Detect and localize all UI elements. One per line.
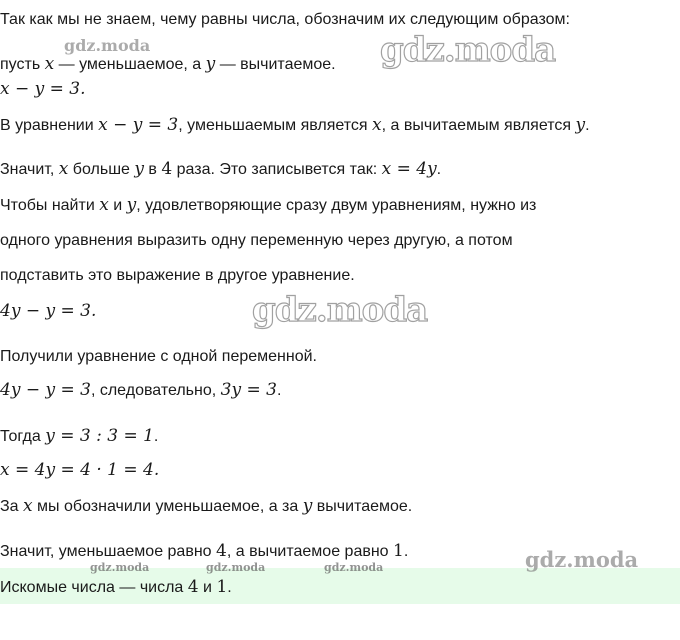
text-line-1: Так как мы не знаем, чему равны числа, обозначим их следующим образом: xyxy=(0,11,570,28)
text-line-5: Значит, x больше y в 4 раза. Это записывется так: x = 4y. xyxy=(0,159,442,179)
equation-1: x − y = 3. xyxy=(0,79,86,99)
watermark: gdz.moda xyxy=(525,547,639,572)
watermark: gdz.moda xyxy=(380,30,556,70)
watermark: gdz.moda xyxy=(252,290,428,330)
watermark: gdz.moda xyxy=(64,36,151,55)
text-line-12: Тогда y = 3 : 3 = 1. xyxy=(0,426,159,446)
watermark: gdz.moda xyxy=(206,561,266,574)
watermark: gdz.moda xyxy=(90,561,150,574)
text-line-6: Чтобы найти x и y, удовлетворяющие сразу двум уравнениям, нужно из xyxy=(0,195,537,215)
text-line-15: Значит, уменьшаемое равно 4, а вычитаемое равно 1. xyxy=(0,541,409,561)
text-line-14: За x мы обозначили уменьшаемое, а за y вычитаемое. xyxy=(0,496,413,516)
text-line-11: 4y − y = 3, следовательно, 3y = 3. xyxy=(0,380,282,400)
text-line-8: подставить это выражение в другое уравнение. xyxy=(0,267,355,284)
text-line-2: пусть x — уменьшаемое, а y — вычитаемое. xyxy=(0,54,336,74)
answer-line: Искомые числа — числа 4 и 1. xyxy=(0,577,232,597)
text-line-10: Получили уравнение с одной переменной. xyxy=(0,348,317,365)
text-line-4: В уравнении x − y = 3, уменьшаемым является x, а вычитаемым является y. xyxy=(0,115,590,135)
equation-2: 4y − y = 3. xyxy=(0,301,97,321)
equation-3: x = 4y = 4 · 1 = 4. xyxy=(0,460,160,480)
text-line-7: одного уравнения выразить одну переменную через другую, а потом xyxy=(0,232,513,249)
watermark: gdz.moda xyxy=(324,561,384,574)
